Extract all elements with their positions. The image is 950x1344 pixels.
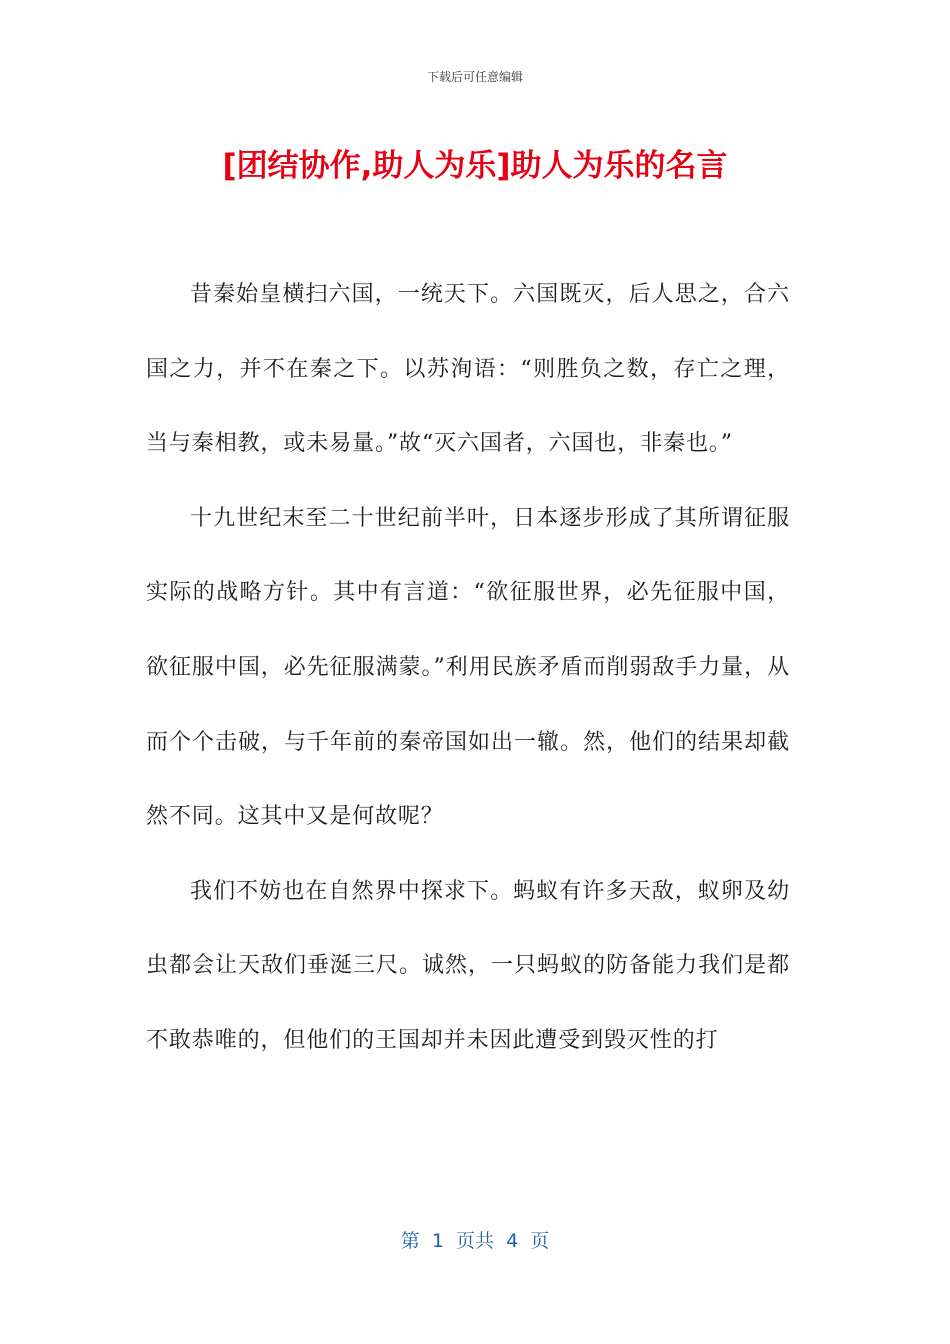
- paragraph-3: 我们不妨也在自然界中探求下。蚂蚁有许多天敌，蚁卵及幼虫都会让天敌们垂涎三尺。诚然，一只蚂蚁的防备能力我们是都不敢恭唯的，但他们的王国却并未因此遭受到毁灭性的打: [146, 878, 790, 1053]
- paragraph-1: 昔秦始皇横扫六国，一统天下。六国既灭，后人思之，合六国之力，并不在秦之下。以苏洵语：“则胜负之数，存亡之理，当与秦相教，或未易量。”故“灭六国者，六国也，非秦也。”: [146, 282, 790, 457]
- document-title: [团结协作,助人为乐]助人为乐的名言: [222, 148, 728, 184]
- paragraph-2: 十九世纪末至二十世纪前半叶，日本逐步形成了其所谓征服实际的战略方针。其中有言道：“欲征服世界，必先征服中国，欲征服中国，必先征服满蒙。”利用民族矛盾而削弱敌手力量，从而个个击破，与千年前的秦帝国如出一辙。然，他们的结果却截然不同。这其中又是何故呢？: [146, 505, 790, 830]
- page-footer: 第 1 页共 4 页: [400, 1230, 550, 1252]
- document-body: [146, 258, 790, 1079]
- header-note: 下载后可任意编辑: [426, 70, 523, 84]
